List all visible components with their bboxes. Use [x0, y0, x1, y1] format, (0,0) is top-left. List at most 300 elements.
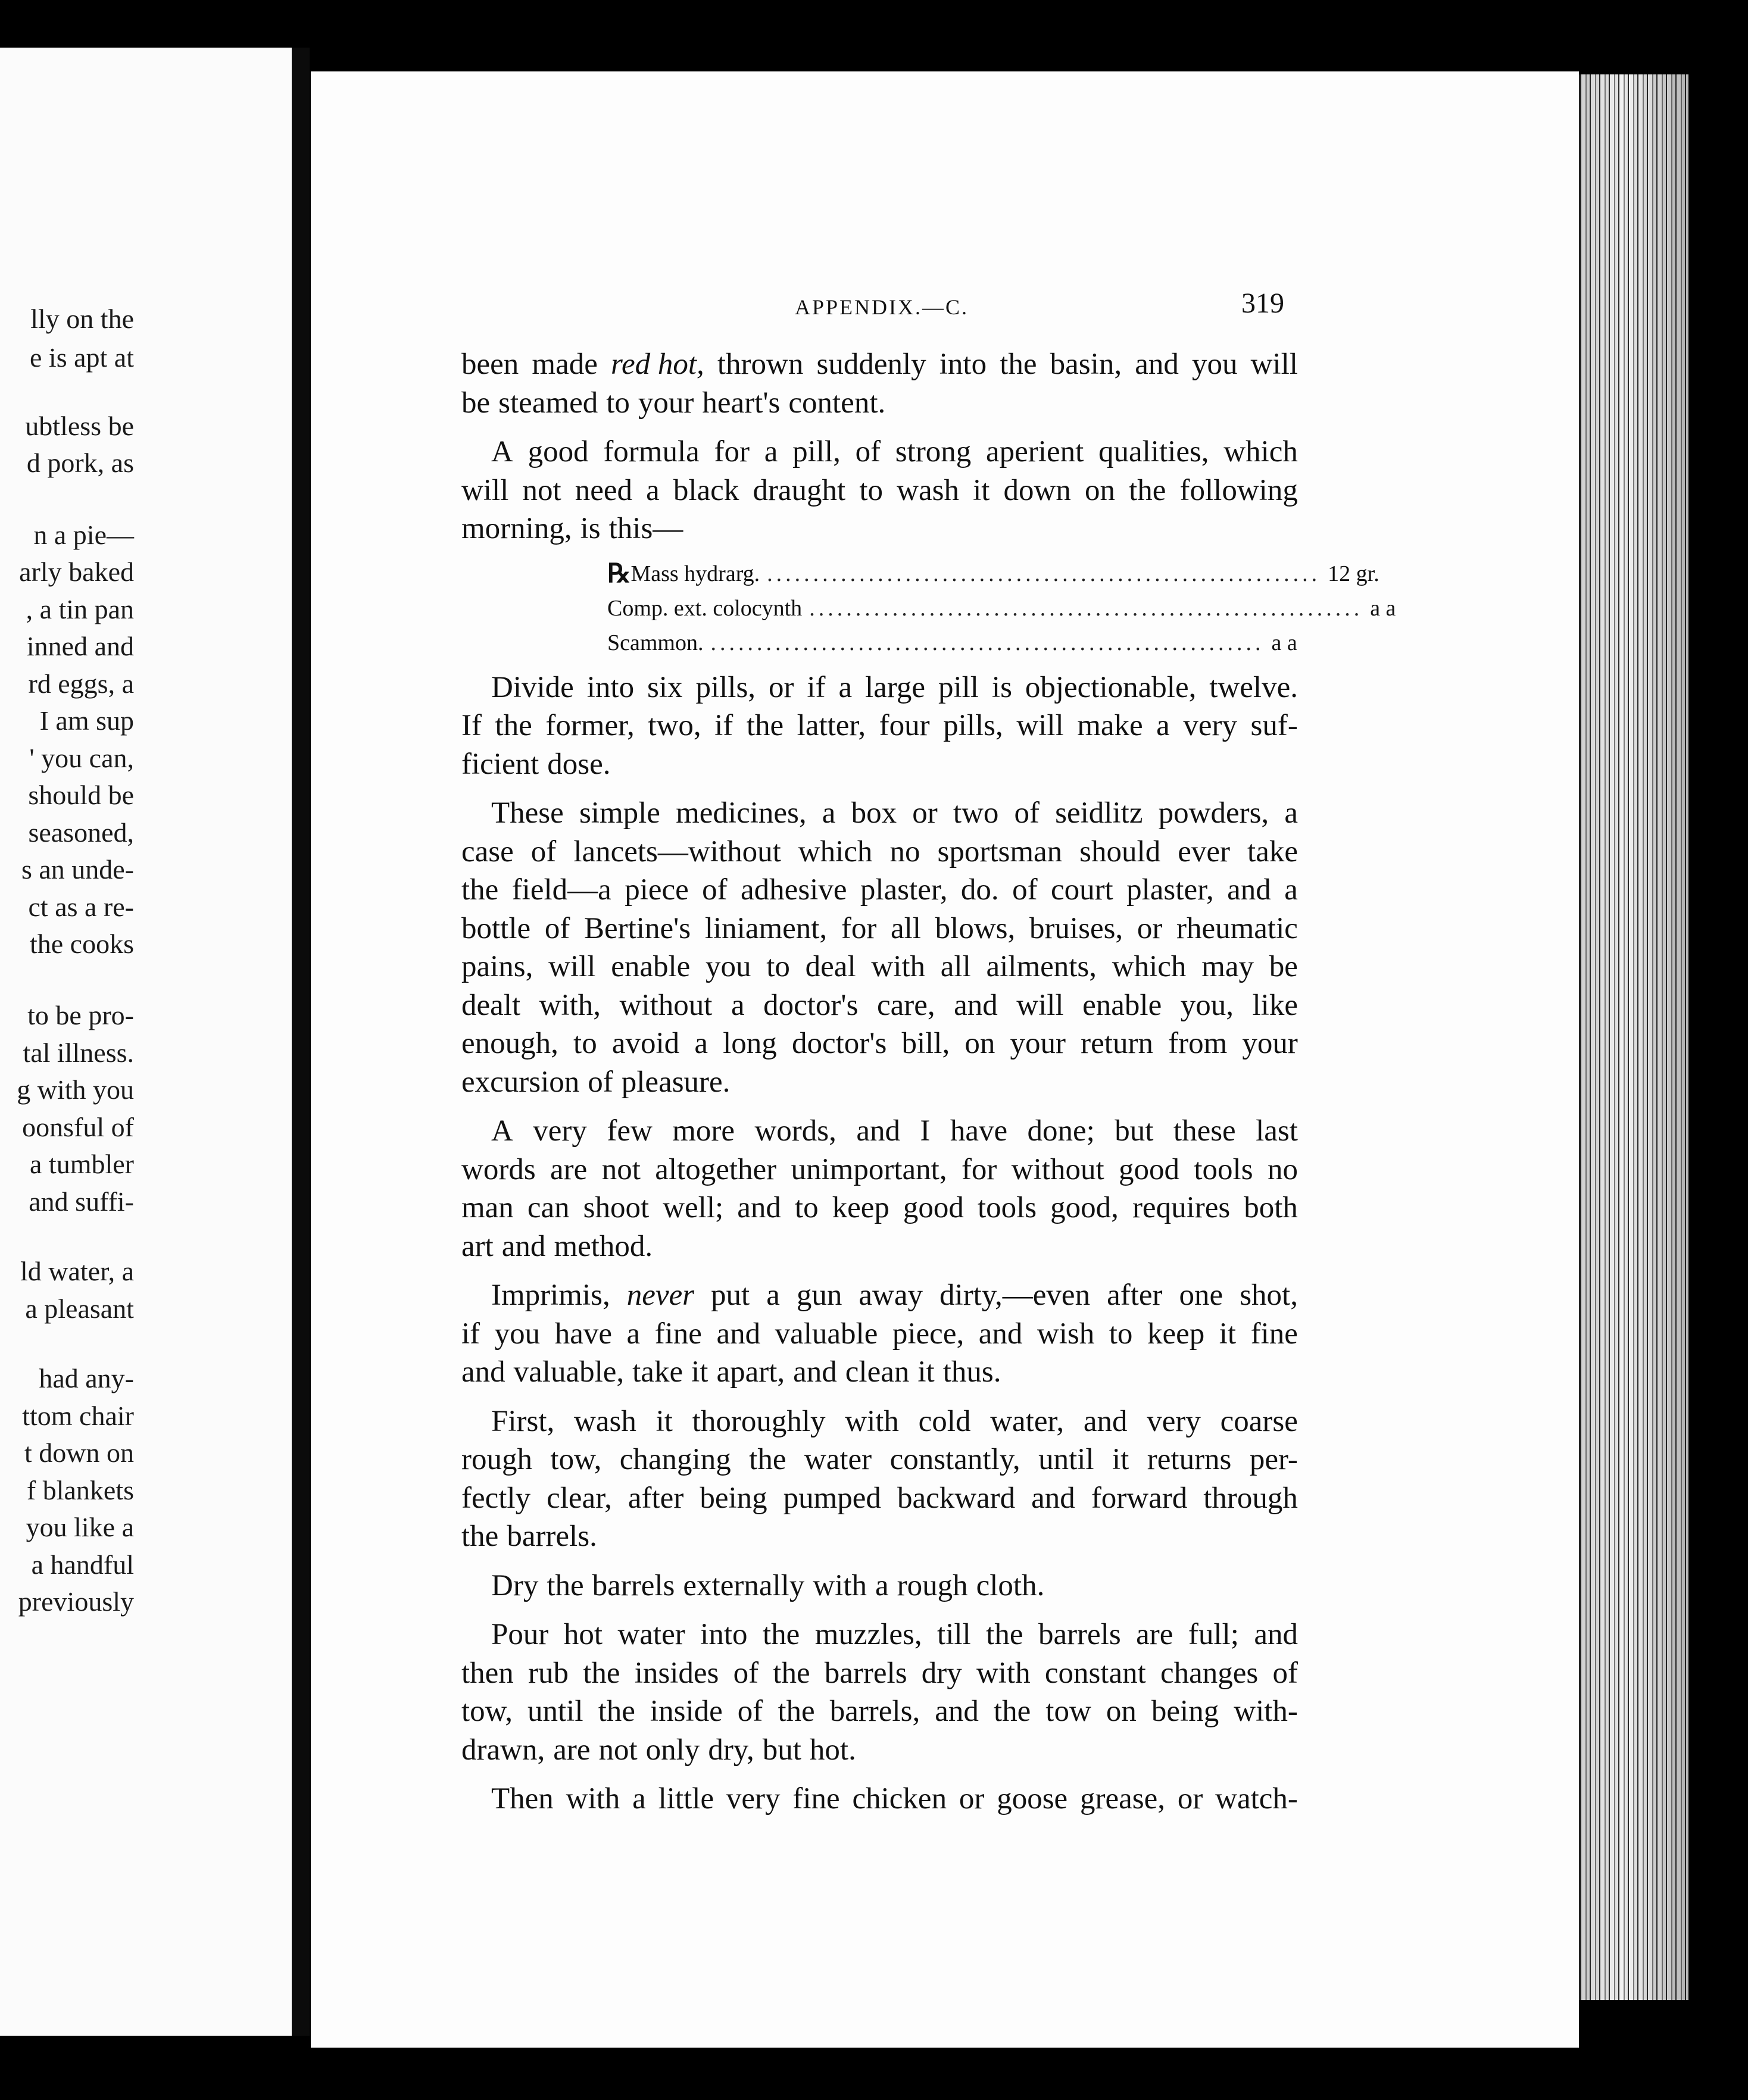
word: into: [700, 1618, 748, 1651]
word: will: [1250, 348, 1298, 381]
word: the: [461, 873, 499, 907]
word: not: [598, 1733, 638, 1767]
ingredient-name: Comp. ext. colocynth: [607, 595, 803, 621]
word: the: [993, 1695, 1031, 1728]
word: a: [632, 1782, 646, 1815]
word: dry: [921, 1656, 962, 1690]
word: put: [711, 1279, 750, 1312]
word: cold: [918, 1404, 971, 1438]
word: barrels,: [829, 1695, 920, 1728]
word: A: [491, 1114, 513, 1148]
left-page-line: f blankets: [26, 1475, 134, 1505]
word: hot.: [809, 1733, 856, 1767]
text-line: [461, 1402, 1298, 1441]
word: and: [1254, 1618, 1298, 1651]
word: will: [548, 950, 596, 983]
word: your: [1242, 1027, 1298, 1060]
word: with: [845, 1404, 899, 1438]
word: is: [991, 670, 1012, 704]
word: wish: [1037, 1317, 1095, 1351]
left-page-line: a tumbler: [30, 1149, 134, 1179]
left-page-line: tal illness.: [23, 1038, 134, 1068]
word: with,: [539, 988, 601, 1022]
word: and: [954, 988, 998, 1022]
word: and: [1227, 873, 1271, 907]
text-line: [461, 1517, 1298, 1556]
word: dirty,—even: [939, 1279, 1091, 1312]
word: the: [598, 1695, 635, 1728]
text-line: [461, 1654, 1298, 1693]
word: to: [859, 473, 884, 507]
word: rheumatic: [1176, 911, 1298, 945]
word: the: [583, 1656, 620, 1690]
left-page-line: should be: [28, 780, 134, 810]
word: or: [912, 796, 938, 830]
word: externally: [683, 1568, 805, 1602]
text-line: [461, 833, 1298, 871]
word: for: [961, 1152, 997, 1186]
left-page-line: the cooks: [29, 929, 134, 959]
text-line: [461, 745, 1298, 784]
word: made: [532, 348, 598, 381]
word: and: [935, 1695, 979, 1728]
word: muzzles,: [814, 1618, 922, 1651]
word: If: [461, 709, 482, 742]
word: morning,: [461, 512, 572, 545]
word: apart,: [716, 1355, 785, 1389]
prescription-item: [607, 591, 1396, 626]
word: it: [656, 1404, 673, 1438]
word: Then: [491, 1782, 554, 1815]
word: pills,: [695, 670, 756, 704]
word: will: [1016, 988, 1064, 1022]
word: on: [1106, 1695, 1137, 1728]
word: pill: [938, 670, 979, 704]
word: inside: [650, 1695, 723, 1728]
word: clear,: [547, 1481, 612, 1515]
word: Dry: [491, 1568, 539, 1602]
word: done;: [1027, 1114, 1095, 1148]
word: with: [566, 1782, 620, 1815]
word: goose: [997, 1782, 1068, 1815]
ingredient-name: Mass hydrarg.: [630, 561, 760, 586]
word: plaster,: [1126, 873, 1214, 907]
word: you,: [1180, 988, 1234, 1022]
word: for: [714, 435, 750, 468]
word: constantly,: [889, 1443, 1020, 1476]
word: only: [645, 1733, 700, 1767]
word: fine: [654, 1317, 702, 1351]
prescription-item: [607, 557, 1379, 591]
word: requires: [1132, 1191, 1231, 1224]
word: take: [632, 1355, 683, 1389]
word: These: [491, 796, 564, 830]
word: until: [1038, 1443, 1094, 1476]
word: if: [461, 1317, 480, 1351]
word: sportsman: [937, 835, 1063, 868]
text-line: [461, 1189, 1298, 1227]
word: down: [1003, 473, 1071, 507]
word: barrels: [592, 1568, 675, 1602]
word: these: [1173, 1114, 1236, 1148]
word: Bertine's: [583, 911, 691, 945]
word: constant: [1044, 1656, 1146, 1690]
word: good: [527, 435, 589, 468]
word: like: [1252, 988, 1298, 1022]
word: more: [672, 1114, 735, 1148]
text-line: [461, 707, 1298, 745]
word: words,: [754, 1114, 836, 1148]
word: returns: [1147, 1443, 1232, 1476]
text-line: [461, 1112, 1298, 1151]
text-line: [461, 794, 1298, 833]
word: keep: [832, 1191, 889, 1224]
word: but: [1115, 1114, 1154, 1148]
word: water,: [990, 1404, 1065, 1438]
word: and: [978, 1317, 1023, 1351]
word: Imprimis,: [491, 1279, 610, 1312]
word: keep: [1147, 1317, 1205, 1351]
word: into: [586, 670, 635, 704]
word: the: [461, 1520, 499, 1553]
word: and: [1135, 348, 1179, 381]
left-page-line: ttom chair: [22, 1401, 134, 1431]
word: suf-: [1250, 709, 1298, 742]
word: deal: [805, 950, 856, 983]
word: fine: [1250, 1317, 1298, 1351]
word: drawn,: [461, 1733, 545, 1767]
word: the: [1000, 348, 1037, 381]
word: with: [976, 1656, 1031, 1690]
word: unimportant,: [791, 1152, 947, 1186]
word: a: [838, 670, 853, 704]
word: one: [1179, 1279, 1223, 1312]
word: black: [673, 473, 739, 507]
word: no: [1267, 1152, 1298, 1186]
word: of: [1014, 796, 1040, 830]
ingredient-quantity: a a: [1271, 630, 1297, 655]
word: ficient: [461, 747, 539, 781]
word: are: [1136, 1618, 1173, 1651]
word: and: [716, 1317, 761, 1351]
word: of: [530, 835, 557, 868]
word: suddenly: [816, 348, 926, 381]
text-line: [461, 948, 1298, 986]
word: be: [1269, 950, 1298, 983]
word: rough: [461, 1443, 532, 1476]
word: fine: [792, 1782, 840, 1815]
word: until: [527, 1695, 583, 1728]
running-head: APPENDIX.—C.: [795, 295, 969, 319]
word: forward: [1091, 1481, 1188, 1515]
word: twelve.: [1209, 670, 1298, 704]
text-line: [461, 1780, 1298, 1818]
word: few: [607, 1114, 653, 1148]
word: which: [1223, 435, 1298, 468]
word: of: [588, 1065, 613, 1099]
word: backward: [897, 1481, 1016, 1515]
text-line: [461, 986, 1298, 1025]
word: man: [461, 1191, 514, 1224]
word: hot: [563, 1618, 603, 1651]
word: not: [522, 473, 561, 507]
recipe-symbol: ℞: [607, 558, 631, 588]
word: aperient: [986, 435, 1084, 468]
word: enable: [611, 950, 691, 983]
word: shoot: [583, 1191, 650, 1224]
word: Divide: [491, 670, 574, 704]
dot-leader: ............................................................: [767, 561, 1321, 586]
word: long: [723, 1027, 777, 1060]
word: it: [973, 473, 990, 507]
word: piece,: [892, 1317, 964, 1351]
word: never: [626, 1279, 695, 1312]
word: tow: [1045, 1695, 1091, 1728]
word: and: [501, 1229, 546, 1263]
text-line: [461, 1276, 1298, 1315]
word: of: [737, 1695, 763, 1728]
word: liniament,: [704, 911, 828, 945]
word: Pour: [491, 1618, 549, 1651]
word: return: [1081, 1027, 1153, 1060]
word: and: [461, 1355, 505, 1389]
word: dealt: [461, 988, 521, 1022]
left-page-line: e is apt at: [30, 342, 134, 373]
word: can: [527, 1191, 570, 1224]
word: draught: [753, 473, 846, 507]
word: avoid: [611, 1027, 680, 1060]
word: take: [1247, 835, 1298, 868]
dot-leader: ............................................................: [710, 630, 1265, 655]
body-text-part-2: [461, 668, 1298, 1818]
left-page-line: rd eggs, a: [28, 668, 134, 699]
left-page-line: n a pie—: [33, 520, 134, 550]
text-line: [461, 433, 1298, 471]
word: not: [601, 1152, 641, 1186]
word: four: [879, 709, 930, 742]
body-text: [461, 345, 1396, 1818]
word: all: [891, 911, 921, 945]
text-line: [461, 1567, 1298, 1605]
text-line: [461, 1063, 1298, 1102]
word: your: [1010, 1027, 1066, 1060]
text-line: [461, 668, 1298, 707]
word: objectionable,: [1025, 670, 1197, 704]
left-page-line: g with you: [17, 1074, 134, 1105]
word: well;: [663, 1191, 724, 1224]
word: two: [953, 796, 999, 830]
left-page-line: had any-: [39, 1363, 134, 1393]
word: coarse: [1220, 1404, 1298, 1438]
word: are: [553, 1733, 591, 1767]
word: are: [550, 1152, 588, 1186]
word: make: [1077, 709, 1143, 742]
word: a: [766, 1279, 780, 1312]
word: have: [554, 1317, 612, 1351]
word: with: [871, 950, 926, 983]
text-line: [461, 1731, 1298, 1770]
left-page-line: a handful: [31, 1549, 134, 1580]
word: content.: [788, 386, 886, 420]
word: enable: [1082, 988, 1162, 1022]
left-page-line: a pleasant: [25, 1293, 134, 1324]
word: First,: [491, 1404, 555, 1438]
word: bruises,: [1029, 911, 1123, 945]
word: it: [691, 1355, 708, 1389]
word: of: [855, 435, 881, 468]
ingredient-quantity: a a: [1370, 595, 1396, 621]
text-line: [461, 1151, 1298, 1189]
word: A: [491, 435, 513, 468]
word: last: [1256, 1114, 1298, 1148]
word: doctor's: [763, 988, 859, 1022]
word: the: [495, 709, 532, 742]
word: it: [1112, 1443, 1129, 1476]
word: bottle: [461, 911, 531, 945]
word: is: [580, 512, 601, 545]
word: but: [762, 1733, 801, 1767]
word: of: [1012, 873, 1038, 907]
word: from: [1168, 1027, 1228, 1060]
left-page-line: ct as a re-: [28, 892, 134, 922]
left-page-line: ubtless be: [25, 411, 134, 441]
word: blows,: [935, 911, 1016, 945]
left-page-line: s an unde-: [21, 854, 134, 885]
word: dry,: [708, 1733, 754, 1767]
word: which: [1112, 950, 1187, 983]
word: or: [768, 670, 794, 704]
left-page-line: you like a: [26, 1512, 134, 1542]
word: after: [1107, 1279, 1163, 1312]
word: of: [702, 873, 728, 907]
word: tools: [977, 1191, 1037, 1224]
word: doctor's: [791, 1027, 887, 1060]
word: if: [807, 670, 826, 704]
word: it: [1219, 1317, 1237, 1351]
word: to: [1109, 1317, 1133, 1351]
word: tools: [1194, 1152, 1253, 1186]
left-page-line: ' you can,: [29, 743, 134, 773]
left-page-line: seasoned,: [28, 817, 134, 848]
word: the: [986, 1618, 1023, 1651]
word: insides: [634, 1656, 719, 1690]
word: a: [731, 988, 745, 1022]
text-line: [461, 1353, 1298, 1392]
word: tow,: [461, 1695, 513, 1728]
text-line: [461, 1227, 1298, 1266]
text-line: [461, 345, 1298, 384]
word: have: [950, 1114, 1008, 1148]
word: and: [1031, 1481, 1075, 1515]
word: your: [638, 386, 694, 420]
word: need: [575, 473, 633, 507]
word: and: [737, 1191, 781, 1224]
word: plaster,: [860, 873, 948, 907]
word: steamed: [498, 386, 598, 420]
word: tow,: [550, 1443, 602, 1476]
word: without: [619, 988, 713, 1022]
word: a: [875, 1568, 889, 1602]
word: the: [778, 1695, 815, 1728]
word: you: [706, 950, 751, 983]
word: box: [851, 796, 897, 830]
word: ever: [1178, 835, 1230, 868]
word: court: [1050, 873, 1113, 907]
word: full;: [1188, 1618, 1239, 1651]
word: I: [920, 1114, 931, 1148]
word: heart's: [702, 386, 781, 420]
left-page-line: previously: [18, 1586, 134, 1617]
word: wash: [897, 473, 959, 507]
word: water: [617, 1618, 685, 1651]
prescription-block: [461, 548, 1396, 668]
word: little: [658, 1782, 714, 1815]
word: six: [647, 670, 683, 704]
word: simple: [579, 796, 660, 830]
word: altogether: [655, 1152, 777, 1186]
text-line: [461, 1024, 1298, 1063]
word: watch-: [1215, 1782, 1298, 1815]
word: pumped: [783, 1481, 881, 1515]
word: rub: [528, 1656, 569, 1690]
word: chicken: [852, 1782, 947, 1815]
word: good,: [1050, 1191, 1119, 1224]
word: the: [547, 1568, 584, 1602]
left-page-line: and suffi-: [29, 1186, 134, 1217]
body-text-part-1: [461, 345, 1298, 548]
word: to: [573, 1027, 597, 1060]
text-line: [461, 871, 1298, 910]
word: basin,: [1050, 348, 1122, 381]
word: and: [856, 1114, 900, 1148]
word: without: [1011, 1152, 1104, 1186]
word: being: [700, 1481, 767, 1515]
word: red hot,: [610, 348, 704, 381]
word: a: [1284, 796, 1298, 830]
word: excursion: [461, 1065, 580, 1099]
word: method.: [554, 1229, 653, 1263]
dot-leader: ............................................................: [809, 595, 1363, 621]
word: should: [1079, 835, 1161, 868]
word: strong: [895, 435, 972, 468]
word: cloth.: [976, 1568, 1045, 1602]
word: of: [733, 1656, 759, 1690]
word: good: [1119, 1152, 1180, 1186]
word: be: [461, 386, 491, 420]
word: valuable: [775, 1317, 878, 1351]
word: ailments,: [986, 950, 1097, 983]
word: very: [1183, 709, 1237, 742]
word: and: [793, 1355, 837, 1389]
text-line: [461, 471, 1298, 510]
word: very: [726, 1782, 781, 1815]
ingredient-name: Scammon.: [607, 630, 704, 655]
word: grease,: [1080, 1782, 1166, 1815]
word: barrels: [824, 1656, 907, 1690]
word: you: [1191, 348, 1238, 381]
word: pill,: [792, 435, 841, 468]
text-line: [461, 1615, 1298, 1654]
word: large: [865, 670, 926, 704]
word: powders,: [1158, 796, 1269, 830]
word: formula: [603, 435, 700, 468]
word: following: [1179, 473, 1298, 507]
word: a: [764, 435, 778, 468]
word: clean: [845, 1355, 910, 1389]
word: case: [461, 835, 514, 868]
word: thoroughly: [692, 1404, 826, 1438]
word: a: [822, 796, 836, 830]
